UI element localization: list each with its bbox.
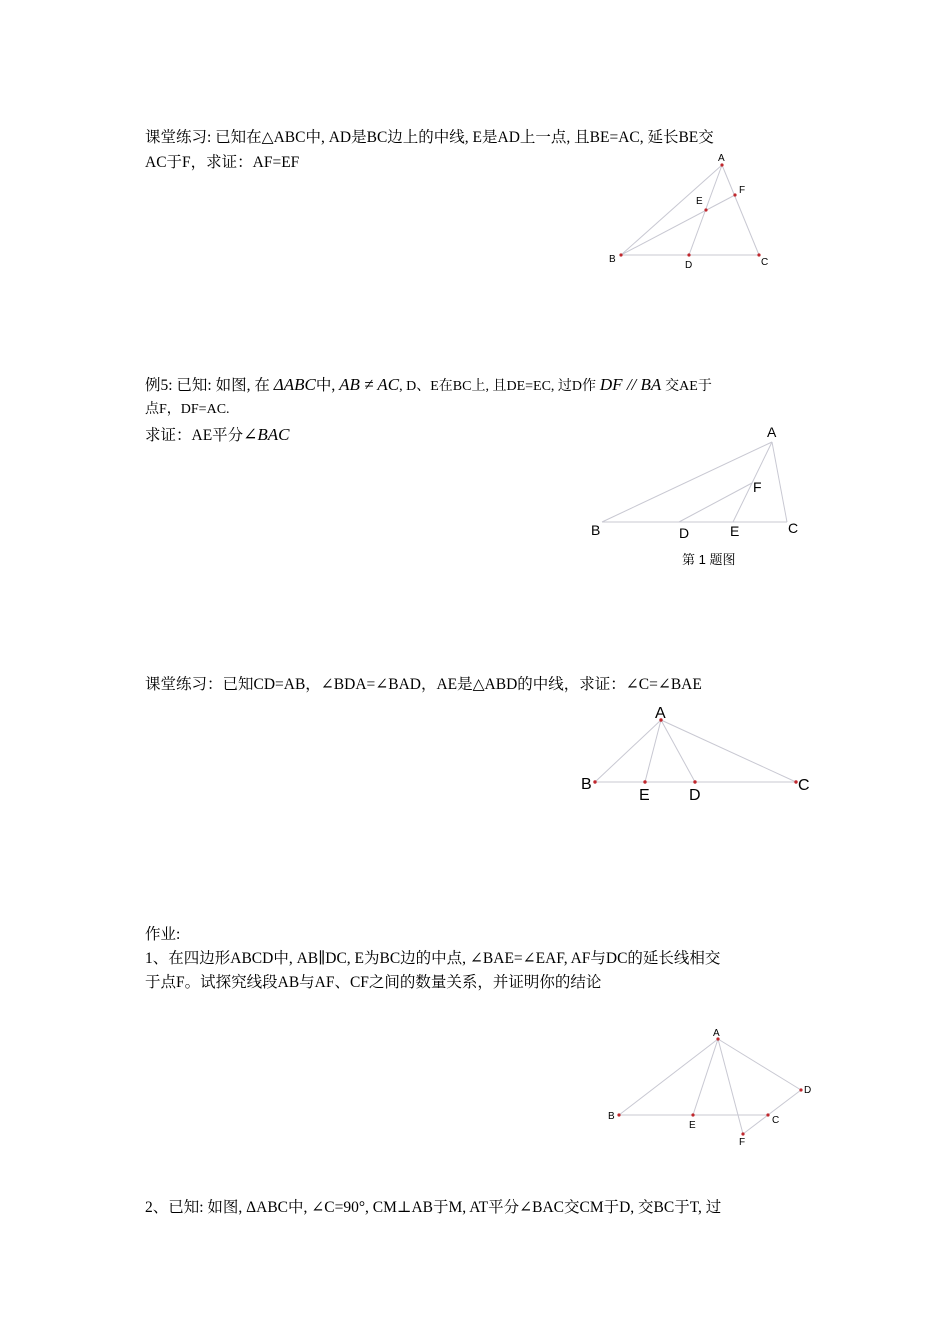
ex5-line3-part-a: 求证：AE平分 bbox=[145, 427, 244, 444]
ex5-line1-part-c: , D、E在BC上, 且DE=EC, 过D作 bbox=[399, 379, 597, 394]
hw-point-e bbox=[691, 1113, 694, 1116]
ex5-math-df-parallel-ba: DF // BA bbox=[599, 375, 662, 394]
ex2-seg-ac bbox=[661, 720, 796, 782]
ex2-point-d bbox=[693, 780, 696, 783]
hw-point-d bbox=[799, 1088, 802, 1091]
ex2-seg-ad bbox=[661, 720, 695, 782]
ex5-line1-part-b: 中, bbox=[315, 377, 336, 394]
ex5-math-triangle-abc: ΔABC bbox=[273, 375, 316, 394]
hw-q1-line1: 1、在四边形ABCD中, AB∥DC, E为BC边的中点, ∠BAE=∠EAF, AF与DC的延长线相交 bbox=[145, 950, 721, 967]
hw-point-c bbox=[766, 1113, 769, 1116]
ex1-label-a: A bbox=[718, 153, 725, 164]
ex2-text-line1: 课堂练习：已知CD=AB，∠BDA=∠BAD，AE是△ABD的中线，求证：∠C=∠BAE bbox=[145, 676, 702, 693]
ex5-label-e: E bbox=[730, 523, 740, 539]
hw-label-b: B bbox=[608, 1111, 615, 1122]
ex1-label-d: D bbox=[685, 260, 693, 271]
hw-label-c: C bbox=[772, 1115, 780, 1126]
homework-title: 作业: bbox=[145, 926, 181, 943]
ex1-point-d bbox=[687, 253, 690, 256]
hw-seg-fc bbox=[743, 1115, 768, 1134]
ex5-math-ab-neq-ac: AB ≠ AC bbox=[339, 375, 400, 394]
ex1-label-f: F bbox=[739, 185, 746, 196]
ex1-label-e: E bbox=[696, 196, 703, 207]
ex1-text-line1: 课堂练习: 已知在△ABC中, AD是BC边上的中线, E是AD上一点, 且BE=AC, 延长BE交 bbox=[145, 129, 714, 146]
hw-seg-ad bbox=[718, 1039, 801, 1090]
hw-point-b bbox=[617, 1113, 620, 1116]
ex2-label-d: D bbox=[689, 787, 701, 804]
ex5-label-d: D bbox=[679, 525, 690, 541]
ex5-text-line2: 点F，DF=AC. bbox=[145, 402, 230, 417]
ex1-point-e bbox=[704, 208, 707, 211]
ex5-label-c: C bbox=[788, 520, 799, 536]
ex5-seg-ac bbox=[772, 442, 787, 522]
ex5-label-a: A bbox=[767, 424, 777, 440]
ex5-label-f: F bbox=[753, 479, 762, 495]
ex5-seg-df bbox=[679, 483, 752, 522]
hw-q2-line1: 2、已知: 如图, ΔABC中, ∠C=90°, CM⊥AB于M, AT平分∠BAC交CM于D, 交BC于T, 过 bbox=[145, 1199, 722, 1216]
hw-seg-ab bbox=[619, 1039, 718, 1115]
ex1-text-line2: AC于F，求证：AF=EF bbox=[145, 154, 300, 171]
hw-label-a: A bbox=[713, 1028, 720, 1039]
hw-seg-af bbox=[718, 1039, 743, 1134]
ex2-seg-ae bbox=[645, 720, 661, 782]
ex5-line1-part-d: 交AE于 bbox=[665, 379, 712, 394]
hw-label-e: E bbox=[689, 1120, 696, 1131]
ex5-figure bbox=[585, 420, 810, 545]
hw-point-f bbox=[741, 1132, 744, 1135]
ex1-seg-ac bbox=[722, 165, 759, 255]
ex1-label-b: B bbox=[609, 254, 616, 265]
ex1-point-b bbox=[619, 253, 622, 256]
ex2-label-b: B bbox=[581, 776, 592, 793]
ex2-point-e bbox=[643, 780, 646, 783]
ex2-label-e: E bbox=[639, 787, 650, 804]
hw-label-d: D bbox=[804, 1085, 812, 1096]
ex5-figure-caption: 第 1 题图 bbox=[682, 552, 736, 567]
ex2-label-c: C bbox=[798, 777, 810, 794]
ex5-label-b: B bbox=[591, 522, 601, 538]
hw-label-f: F bbox=[739, 1137, 746, 1148]
ex5-text-line1 bbox=[145, 375, 712, 397]
ex2-seg-ab bbox=[595, 720, 661, 782]
ex5-math-angle-bac: ∠BAC bbox=[243, 425, 290, 444]
ex1-point-f bbox=[733, 193, 736, 196]
hw-q1-figure bbox=[600, 1022, 825, 1152]
hw-seg-ae bbox=[693, 1039, 718, 1115]
ex1-figure bbox=[600, 148, 800, 273]
ex5-seg-ab bbox=[602, 442, 772, 522]
hw-seg-cd bbox=[768, 1090, 801, 1115]
hw-q1-line2: 于点F。试探究线段AB与AF、CF之间的数量关系，并证明你的结论 bbox=[145, 974, 602, 991]
ex2-label-a: A bbox=[655, 705, 666, 722]
ex5-line1-part-a: 例5: 已知: 如图, 在 bbox=[145, 377, 270, 394]
ex2-figure bbox=[575, 700, 820, 805]
ex5-text-line3 bbox=[145, 425, 290, 446]
ex1-label-c: C bbox=[761, 257, 769, 268]
ex2-point-b bbox=[593, 780, 596, 783]
